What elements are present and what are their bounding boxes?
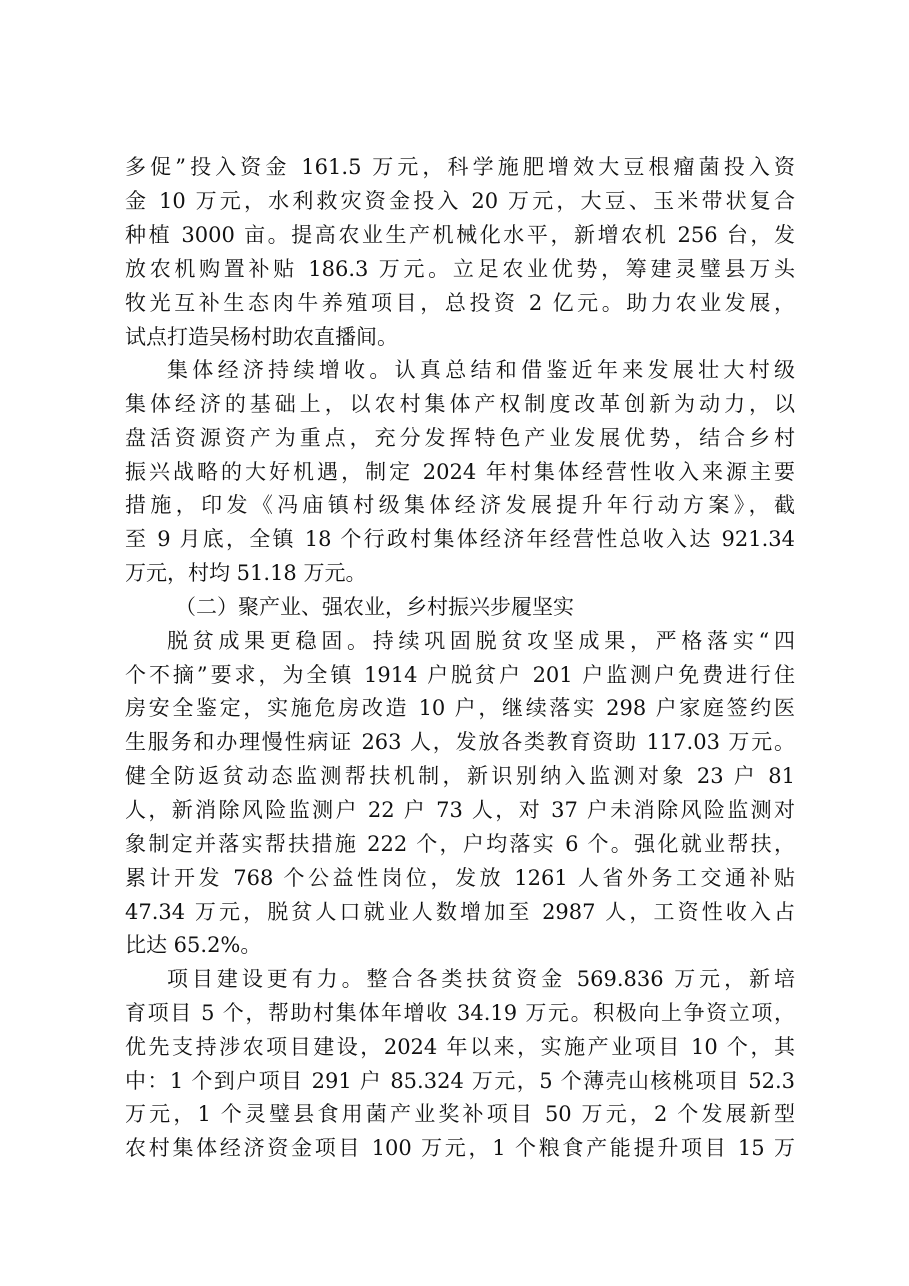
text-line: 健全防返贫动态监测帮扶机制，新识别纳入监测对象 23 户 81 bbox=[125, 764, 795, 788]
text-line: 金 10 万元，水利救灾资金投入 20 万元，大豆、玉米带状复合 bbox=[125, 189, 795, 213]
text-line: 集体经济的基础上，以农村集体产权制度改革创新为动力，以 bbox=[125, 392, 795, 416]
text-line: 至 9 月底，全镇 18 个行政村集体经济年经营性总收入达 921.34 bbox=[125, 527, 795, 551]
text-line: 象制定并落实帮扶措施 222 个，户均落实 6 个。强化就业帮扶， bbox=[125, 832, 795, 856]
text-line: 农村集体经济资金项目 100 万元，1 个粮食产能提升项目 15 万 bbox=[125, 1136, 795, 1160]
text-line: 比达 65.2%。 bbox=[125, 933, 262, 957]
text-line: 房安全鉴定，实施危房改造 10 户，继续落实 298 户家庭签约医 bbox=[125, 696, 795, 720]
text-line: 振兴战略的大好机遇，制定 2024 年村集体经营性收入来源主要 bbox=[125, 460, 795, 484]
text-line: 万元，1 个灵璧县食用菌产业奖补项目 50 万元，2 个发展新型 bbox=[125, 1102, 795, 1126]
paragraph-first-line: 脱贫成果更稳固。持续巩固脱贫攻坚成果，严格落实“四 bbox=[167, 629, 795, 653]
text-line: 优先支持涉农项目建设，2024 年以来，实施产业项目 10 个，其 bbox=[125, 1035, 795, 1059]
text-line: 放农机购置补贴 186.3 万元。立足农业优势，筹建灵璧县万头 bbox=[125, 257, 795, 281]
text-line: 个不摘”要求，为全镇 1914 户脱贫户 201 户监测户免费进行住 bbox=[125, 663, 795, 687]
section-heading: （二）聚产业、强农业，乡村振兴步履坚实 bbox=[175, 595, 574, 619]
paragraph-first-line: 项目建设更有力。整合各类扶贫资金 569.836 万元，新培 bbox=[167, 967, 795, 991]
text-line: 试点打造吴杨村助农直播间。 bbox=[125, 325, 398, 349]
text-line: 盘活资源资产为重点，充分发挥特色产业发展优势，结合乡村 bbox=[125, 426, 795, 450]
text-line: 种植 3000 亩。提高农业生产机械化水平，新增农机 256 台，发 bbox=[125, 223, 795, 247]
text-line: 中：1 个到户项目 291 户 85.324 万元，5 个薄壳山核桃项目 52.3 bbox=[125, 1069, 795, 1093]
text-line: 措施，印发《冯庙镇村级集体经济发展提升年行动方案》，截 bbox=[125, 493, 795, 517]
text-line: 多促”投入资金 161.5 万元，科学施肥增效大豆根瘤菌投入资 bbox=[125, 155, 795, 179]
text-line: 人，新消除风险监测户 22 户 73 人，对 37 户未消除风险监测对 bbox=[125, 798, 795, 822]
text-line: 47.34 万元，脱贫人口就业人数增加至 2987 人，工资性收入占 bbox=[125, 900, 795, 924]
text-line: 牧光互补生态肉牛养殖项目，总投资 2 亿元。助力农业发展， bbox=[125, 291, 795, 315]
text-line: 万元，村均 51.18 万元。 bbox=[125, 561, 367, 585]
paragraph-first-line: 集体经济持续增收。认真总结和借鉴近年来发展壮大村级 bbox=[167, 358, 795, 382]
text-line: 育项目 5 个，帮助村集体年增收 34.19 万元。积极向上争资立项， bbox=[125, 1001, 795, 1025]
text-line: 生服务和办理慢性病证 263 人，发放各类教育资助 117.03 万元。 bbox=[125, 730, 795, 754]
text-line: 累计开发 768 个公益性岗位，发放 1261 人省外务工交通补贴 bbox=[125, 866, 795, 890]
